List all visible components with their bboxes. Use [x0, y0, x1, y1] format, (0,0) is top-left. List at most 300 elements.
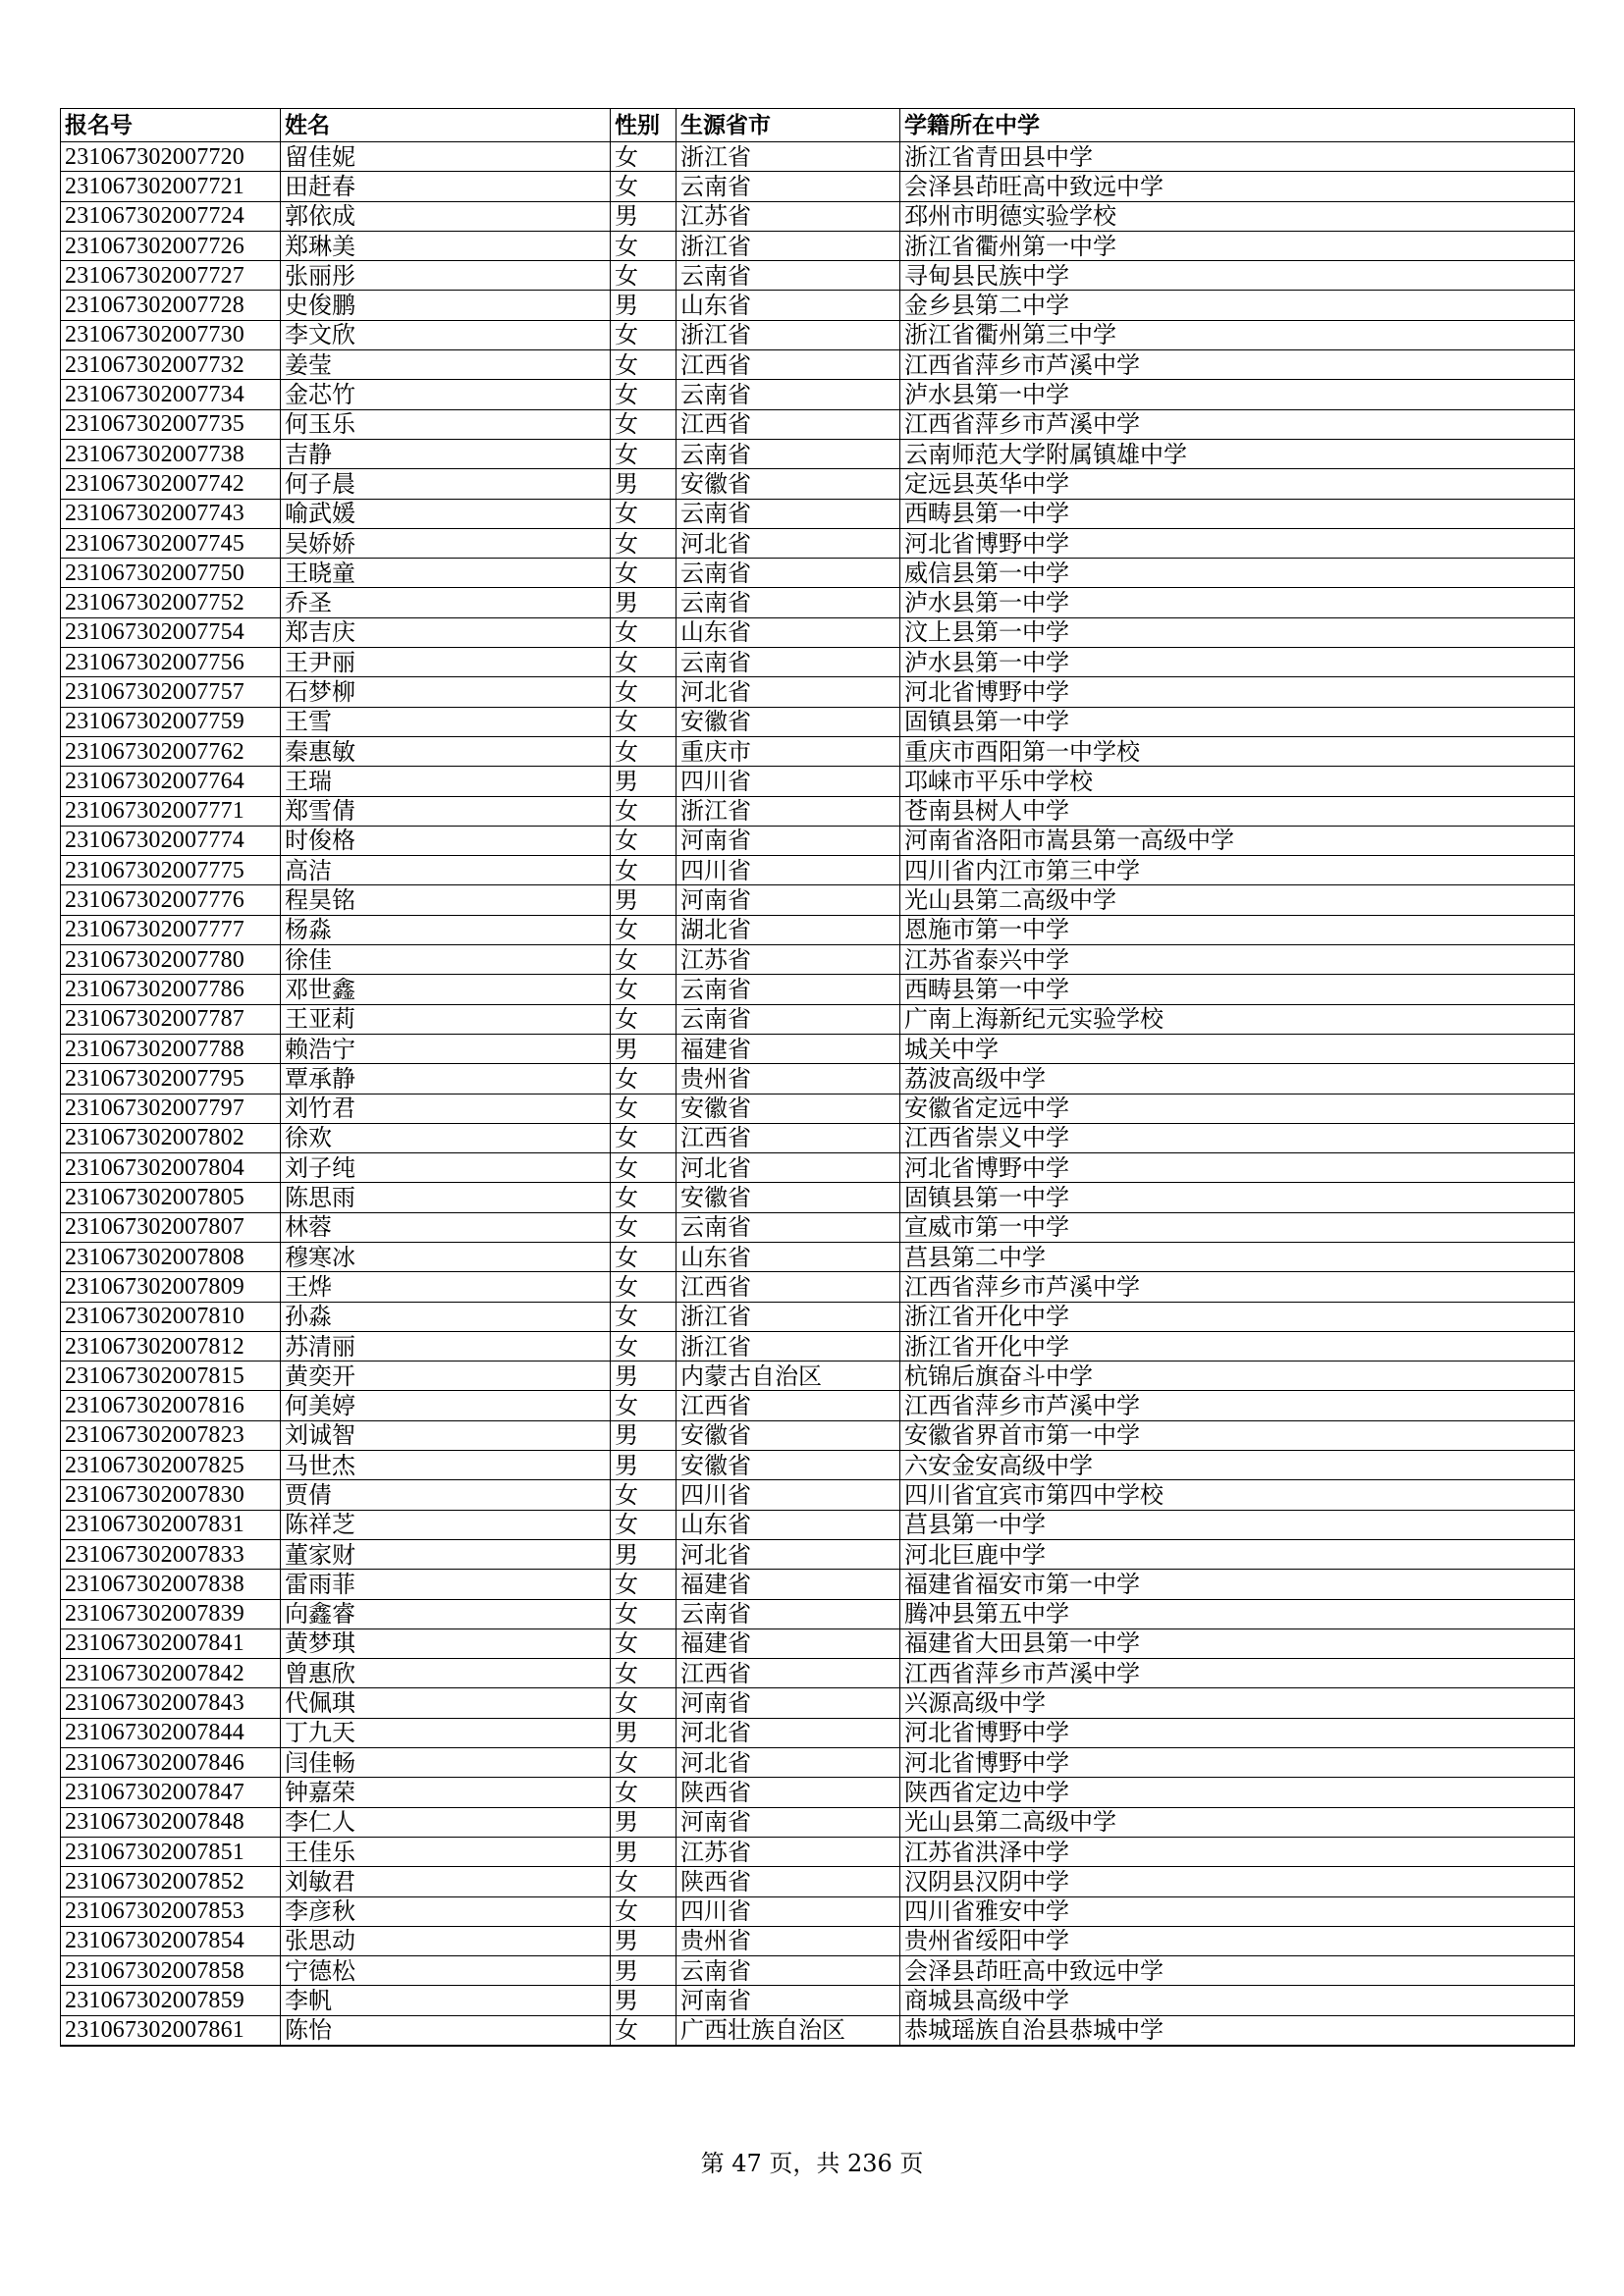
cell-high-school: 江苏省泰兴中学	[900, 945, 1575, 975]
cell-name: 穆寒冰	[281, 1242, 611, 1271]
cell-gender: 女	[611, 320, 677, 349]
cell-origin-province: 安徽省	[677, 469, 900, 499]
cell-registration-number: 231067302007780	[61, 945, 281, 975]
cell-registration-number: 231067302007756	[61, 648, 281, 677]
cell-high-school: 江西省萍乡市芦溪中学	[900, 350, 1575, 380]
cell-registration-number: 231067302007743	[61, 499, 281, 528]
cell-registration-number: 231067302007830	[61, 1480, 281, 1510]
cell-gender: 女	[611, 796, 677, 826]
cell-name: 向鑫睿	[281, 1599, 611, 1629]
cell-name: 曾惠欣	[281, 1659, 611, 1688]
cell-high-school: 汶上县第一中学	[900, 617, 1575, 647]
cell-origin-province: 四川省	[677, 767, 900, 796]
cell-name: 张思动	[281, 1926, 611, 1955]
table-row	[61, 231, 1575, 260]
cell-registration-number: 231067302007833	[61, 1539, 281, 1569]
cell-origin-province: 河北省	[677, 677, 900, 707]
table-row	[61, 975, 1575, 1004]
cell-name: 贾倩	[281, 1480, 611, 1510]
cell-gender: 女	[611, 1748, 677, 1778]
cell-registration-number: 231067302007852	[61, 1867, 281, 1896]
cell-name: 郭依成	[281, 201, 611, 231]
cell-name: 杨淼	[281, 915, 611, 944]
cell-name: 陈祥芝	[281, 1510, 611, 1539]
cell-gender: 女	[611, 945, 677, 975]
cell-high-school: 固镇县第一中学	[900, 1183, 1575, 1212]
table-row	[61, 1807, 1575, 1837]
cell-origin-province: 云南省	[677, 975, 900, 1004]
cell-origin-province: 云南省	[677, 588, 900, 617]
cell-gender: 女	[611, 1331, 677, 1361]
cell-registration-number: 231067302007735	[61, 409, 281, 439]
cell-high-school: 莒县第二中学	[900, 1242, 1575, 1271]
cell-name: 陈思雨	[281, 1183, 611, 1212]
cell-registration-number: 231067302007809	[61, 1272, 281, 1302]
cell-high-school: 江西省萍乡市芦溪中学	[900, 1272, 1575, 1302]
cell-gender: 女	[611, 1480, 677, 1510]
cell-name: 郑吉庆	[281, 617, 611, 647]
cell-origin-province: 浙江省	[677, 1331, 900, 1361]
table-row	[61, 439, 1575, 468]
cell-registration-number: 231067302007786	[61, 975, 281, 1004]
cell-gender: 女	[611, 1004, 677, 1034]
table-row	[61, 559, 1575, 588]
cell-high-school: 泸水县第一中学	[900, 380, 1575, 409]
table-row	[61, 945, 1575, 975]
cell-origin-province: 广西壮族自治区	[677, 2015, 900, 2046]
cell-registration-number: 231067302007848	[61, 1807, 281, 1837]
cell-name: 代佩琪	[281, 1688, 611, 1718]
cell-origin-province: 云南省	[677, 261, 900, 291]
table-row	[61, 1451, 1575, 1480]
cell-registration-number: 231067302007720	[61, 142, 281, 172]
cell-origin-province: 河南省	[677, 1807, 900, 1837]
cell-registration-number: 231067302007774	[61, 826, 281, 855]
cell-origin-province: 江西省	[677, 409, 900, 439]
cell-gender: 女	[611, 142, 677, 172]
cell-high-school: 六安金安高级中学	[900, 1451, 1575, 1480]
cell-gender: 女	[611, 409, 677, 439]
cell-high-school: 商城县高级中学	[900, 1986, 1575, 2015]
table-row	[61, 915, 1575, 944]
cell-origin-province: 内蒙古自治区	[677, 1362, 900, 1391]
cell-name: 徐佳	[281, 945, 611, 975]
cell-origin-province: 江苏省	[677, 1837, 900, 1866]
cell-high-school: 泸水县第一中学	[900, 648, 1575, 677]
cell-origin-province: 河南省	[677, 826, 900, 855]
table-header	[61, 109, 1575, 142]
cell-name: 王瑞	[281, 767, 611, 796]
cell-name: 喻武媛	[281, 499, 611, 528]
cell-high-school: 威信县第一中学	[900, 559, 1575, 588]
cell-origin-province: 河北省	[677, 528, 900, 558]
cell-gender: 女	[611, 1212, 677, 1242]
cell-name: 王尹丽	[281, 648, 611, 677]
table-row	[61, 1153, 1575, 1183]
cell-name: 覃承静	[281, 1064, 611, 1094]
cell-origin-province: 江西省	[677, 1659, 900, 1688]
cell-name: 钟嘉荣	[281, 1778, 611, 1807]
cell-gender: 男	[611, 469, 677, 499]
cell-origin-province: 云南省	[677, 1956, 900, 1986]
cell-high-school: 四川省内江市第三中学	[900, 856, 1575, 885]
cell-origin-province: 湖北省	[677, 915, 900, 944]
cell-high-school: 荔波高级中学	[900, 1064, 1575, 1094]
table-row	[61, 1688, 1575, 1718]
cell-name: 李文欣	[281, 320, 611, 349]
cell-gender: 女	[611, 1094, 677, 1123]
cell-registration-number: 231067302007808	[61, 1242, 281, 1271]
cell-registration-number: 231067302007854	[61, 1926, 281, 1955]
cell-gender: 女	[611, 1659, 677, 1688]
cell-origin-province: 江西省	[677, 1391, 900, 1420]
table-row	[61, 1480, 1575, 1510]
cell-registration-number: 231067302007802	[61, 1123, 281, 1152]
cell-registration-number: 231067302007730	[61, 320, 281, 349]
cell-high-school: 浙江省青田县中学	[900, 142, 1575, 172]
cell-name: 王佳乐	[281, 1837, 611, 1866]
cell-gender: 女	[611, 648, 677, 677]
cell-registration-number: 231067302007757	[61, 677, 281, 707]
cell-high-school: 泸水县第一中学	[900, 588, 1575, 617]
cell-high-school: 兴源高级中学	[900, 1688, 1575, 1718]
cell-name: 姜莹	[281, 350, 611, 380]
cell-origin-province: 安徽省	[677, 1183, 900, 1212]
cell-origin-province: 云南省	[677, 1599, 900, 1629]
cell-origin-province: 山东省	[677, 291, 900, 320]
table-row	[61, 201, 1575, 231]
table-row	[61, 320, 1575, 349]
cell-origin-province: 江西省	[677, 1123, 900, 1152]
table-row	[61, 2015, 1575, 2046]
cell-origin-province: 江西省	[677, 350, 900, 380]
cell-gender: 女	[611, 350, 677, 380]
cell-name: 时俊格	[281, 826, 611, 855]
cell-registration-number: 231067302007844	[61, 1718, 281, 1747]
cell-origin-province: 四川省	[677, 1896, 900, 1926]
cell-gender: 男	[611, 588, 677, 617]
cell-name: 黄梦琪	[281, 1629, 611, 1658]
cell-name: 何美婷	[281, 1391, 611, 1420]
cell-high-school: 会泽县茚旺高中致远中学	[900, 172, 1575, 201]
table-row	[61, 588, 1575, 617]
cell-registration-number: 231067302007858	[61, 1956, 281, 1986]
cell-registration-number: 231067302007750	[61, 559, 281, 588]
table-row	[61, 648, 1575, 677]
cell-high-school: 光山县第二高级中学	[900, 1807, 1575, 1837]
table-row	[61, 1629, 1575, 1658]
cell-gender: 男	[611, 1451, 677, 1480]
cell-registration-number: 231067302007846	[61, 1748, 281, 1778]
cell-name: 闫佳畅	[281, 1748, 611, 1778]
header-origin-province: 生源省市	[677, 109, 900, 142]
cell-high-school: 浙江省开化中学	[900, 1331, 1575, 1361]
cell-registration-number: 231067302007842	[61, 1659, 281, 1688]
cell-gender: 女	[611, 975, 677, 1004]
cell-name: 宁德松	[281, 1956, 611, 1986]
cell-gender: 女	[611, 1272, 677, 1302]
cell-high-school: 江西省萍乡市芦溪中学	[900, 1391, 1575, 1420]
cell-gender: 女	[611, 499, 677, 528]
cell-name: 林蓉	[281, 1212, 611, 1242]
cell-registration-number: 231067302007841	[61, 1629, 281, 1658]
table-row	[61, 1123, 1575, 1152]
cell-high-school: 浙江省开化中学	[900, 1302, 1575, 1331]
cell-high-school: 河北省博野中学	[900, 1748, 1575, 1778]
cell-high-school: 云南师范大学附属镇雄中学	[900, 439, 1575, 468]
cell-origin-province: 福建省	[677, 1570, 900, 1599]
cell-name: 高洁	[281, 856, 611, 885]
cell-high-school: 浙江省衢州第一中学	[900, 231, 1575, 260]
table-row	[61, 1242, 1575, 1271]
cell-name: 徐欢	[281, 1123, 611, 1152]
cell-name: 石梦柳	[281, 677, 611, 707]
table-row	[61, 528, 1575, 558]
student-table	[60, 108, 1575, 2047]
cell-origin-province: 浙江省	[677, 231, 900, 260]
table-row	[61, 1659, 1575, 1688]
cell-name: 吉静	[281, 439, 611, 468]
table-row	[61, 409, 1575, 439]
cell-gender: 男	[611, 201, 677, 231]
table-row	[61, 1391, 1575, 1420]
cell-name: 金芯竹	[281, 380, 611, 409]
cell-origin-province: 安徽省	[677, 1420, 900, 1450]
cell-registration-number: 231067302007775	[61, 856, 281, 885]
cell-origin-province: 河南省	[677, 1986, 900, 2015]
table-row	[61, 1896, 1575, 1926]
cell-gender: 女	[611, 231, 677, 260]
cell-high-school: 河北巨鹿中学	[900, 1539, 1575, 1569]
cell-high-school: 城关中学	[900, 1034, 1575, 1063]
cell-high-school: 四川省宜宾市第四中学校	[900, 1480, 1575, 1510]
table-row	[61, 1362, 1575, 1391]
cell-high-school: 固镇县第一中学	[900, 707, 1575, 736]
table-row	[61, 1778, 1575, 1807]
cell-high-school: 汉阴县汉阴中学	[900, 1867, 1575, 1896]
cell-gender: 女	[611, 677, 677, 707]
cell-high-school: 金乡县第二中学	[900, 291, 1575, 320]
cell-name: 孙淼	[281, 1302, 611, 1331]
cell-registration-number: 231067302007745	[61, 528, 281, 558]
cell-name: 王亚莉	[281, 1004, 611, 1034]
cell-high-school: 寻甸县民族中学	[900, 261, 1575, 291]
table-row	[61, 1570, 1575, 1599]
cell-high-school: 福建省大田县第一中学	[900, 1629, 1575, 1658]
cell-name: 李仁人	[281, 1807, 611, 1837]
table-row	[61, 380, 1575, 409]
cell-name: 丁九天	[281, 1718, 611, 1747]
page-number: 第 47 页，共 236 页	[700, 2150, 924, 2177]
cell-origin-province: 浙江省	[677, 142, 900, 172]
cell-registration-number: 231067302007724	[61, 201, 281, 231]
cell-gender: 女	[611, 1242, 677, 1271]
cell-gender: 女	[611, 559, 677, 588]
table-body	[61, 142, 1575, 2047]
cell-registration-number: 231067302007847	[61, 1778, 281, 1807]
cell-registration-number: 231067302007805	[61, 1183, 281, 1212]
cell-name: 刘诚智	[281, 1420, 611, 1450]
cell-origin-province: 云南省	[677, 380, 900, 409]
table-row	[61, 826, 1575, 855]
cell-registration-number: 231067302007815	[61, 1362, 281, 1391]
table-row	[61, 261, 1575, 291]
cell-gender: 男	[611, 1956, 677, 1986]
cell-name: 李帆	[281, 1986, 611, 2015]
cell-high-school: 苍南县树人中学	[900, 796, 1575, 826]
cell-name: 王晓童	[281, 559, 611, 588]
cell-origin-province: 云南省	[677, 499, 900, 528]
cell-high-school: 河北省博野中学	[900, 1153, 1575, 1183]
cell-origin-province: 江苏省	[677, 201, 900, 231]
cell-high-school: 邳州市明德实验学校	[900, 201, 1575, 231]
header-name: 姓名	[281, 109, 611, 142]
header-gender: 性别	[611, 109, 677, 142]
cell-high-school: 广南上海新纪元实验学校	[900, 1004, 1575, 1034]
cell-origin-province: 河北省	[677, 1718, 900, 1747]
table-row	[61, 1420, 1575, 1450]
cell-origin-province: 陕西省	[677, 1778, 900, 1807]
cell-name: 陈怡	[281, 2015, 611, 2046]
cell-gender: 女	[611, 1570, 677, 1599]
cell-gender: 男	[611, 1837, 677, 1866]
cell-name: 郑琳美	[281, 231, 611, 260]
cell-high-school: 邛崃市平乐中学校	[900, 767, 1575, 796]
cell-high-school: 河北省博野中学	[900, 528, 1575, 558]
cell-name: 董家财	[281, 1539, 611, 1569]
cell-registration-number: 231067302007777	[61, 915, 281, 944]
cell-origin-province: 河南省	[677, 1688, 900, 1718]
cell-registration-number: 231067302007839	[61, 1599, 281, 1629]
cell-registration-number: 231067302007776	[61, 885, 281, 915]
cell-name: 秦惠敏	[281, 736, 611, 766]
cell-gender: 女	[611, 172, 677, 201]
cell-name: 邓世鑫	[281, 975, 611, 1004]
cell-origin-province: 贵州省	[677, 1926, 900, 1955]
cell-registration-number: 231067302007771	[61, 796, 281, 826]
table-row	[61, 350, 1575, 380]
cell-registration-number: 231067302007788	[61, 1034, 281, 1063]
cell-registration-number: 231067302007816	[61, 1391, 281, 1420]
table-row	[61, 469, 1575, 499]
table-row	[61, 885, 1575, 915]
cell-name: 郑雪倩	[281, 796, 611, 826]
cell-origin-province: 山东省	[677, 617, 900, 647]
cell-registration-number: 231067302007721	[61, 172, 281, 201]
cell-gender: 女	[611, 2015, 677, 2046]
cell-high-school: 福建省福安市第一中学	[900, 1570, 1575, 1599]
cell-high-school: 杭锦后旗奋斗中学	[900, 1362, 1575, 1391]
cell-origin-province: 福建省	[677, 1629, 900, 1658]
cell-name: 史俊鹏	[281, 291, 611, 320]
cell-gender: 女	[611, 1896, 677, 1926]
cell-registration-number: 231067302007759	[61, 707, 281, 736]
table-row	[61, 1272, 1575, 1302]
cell-registration-number: 231067302007726	[61, 231, 281, 260]
cell-name: 田赶春	[281, 172, 611, 201]
cell-registration-number: 231067302007797	[61, 1094, 281, 1123]
table-row	[61, 1539, 1575, 1569]
table-row	[61, 499, 1575, 528]
cell-registration-number: 231067302007795	[61, 1064, 281, 1094]
cell-high-school: 腾冲县第五中学	[900, 1599, 1575, 1629]
cell-gender: 女	[611, 1629, 677, 1658]
table-row	[61, 172, 1575, 201]
cell-gender: 女	[611, 439, 677, 468]
header-high-school: 学籍所在中学	[900, 109, 1575, 142]
cell-registration-number: 231067302007732	[61, 350, 281, 380]
table-row	[61, 1837, 1575, 1866]
cell-gender: 女	[611, 1688, 677, 1718]
cell-name: 乔圣	[281, 588, 611, 617]
table-row	[61, 1302, 1575, 1331]
cell-registration-number: 231067302007727	[61, 261, 281, 291]
cell-gender: 女	[611, 736, 677, 766]
cell-registration-number: 231067302007825	[61, 1451, 281, 1480]
cell-registration-number: 231067302007734	[61, 380, 281, 409]
table-row	[61, 1183, 1575, 1212]
cell-registration-number: 231067302007804	[61, 1153, 281, 1183]
cell-origin-province: 福建省	[677, 1034, 900, 1063]
table-row	[61, 1926, 1575, 1955]
cell-high-school: 江苏省洪泽中学	[900, 1837, 1575, 1866]
cell-registration-number: 231067302007831	[61, 1510, 281, 1539]
cell-registration-number: 231067302007728	[61, 291, 281, 320]
cell-high-school: 会泽县茚旺高中致远中学	[900, 1956, 1575, 1986]
cell-name: 刘竹君	[281, 1094, 611, 1123]
cell-high-school: 浙江省衢州第三中学	[900, 320, 1575, 349]
cell-name: 黄奕开	[281, 1362, 611, 1391]
cell-origin-province: 河北省	[677, 1153, 900, 1183]
cell-gender: 女	[611, 1183, 677, 1212]
cell-registration-number: 231067302007742	[61, 469, 281, 499]
cell-high-school: 河南省洛阳市嵩县第一高级中学	[900, 826, 1575, 855]
cell-registration-number: 231067302007787	[61, 1004, 281, 1034]
cell-gender: 女	[611, 617, 677, 647]
cell-origin-province: 安徽省	[677, 707, 900, 736]
cell-gender: 男	[611, 291, 677, 320]
cell-registration-number: 231067302007762	[61, 736, 281, 766]
cell-origin-province: 云南省	[677, 559, 900, 588]
cell-gender: 男	[611, 1420, 677, 1450]
cell-origin-province: 云南省	[677, 1212, 900, 1242]
cell-name: 王烨	[281, 1272, 611, 1302]
cell-gender: 女	[611, 1778, 677, 1807]
table-row	[61, 796, 1575, 826]
cell-high-school: 宣威市第一中学	[900, 1212, 1575, 1242]
cell-name: 李彦秋	[281, 1896, 611, 1926]
table-row	[61, 1510, 1575, 1539]
cell-gender: 女	[611, 915, 677, 944]
cell-gender: 女	[611, 1064, 677, 1094]
cell-gender: 男	[611, 885, 677, 915]
cell-registration-number: 231067302007807	[61, 1212, 281, 1242]
table-row	[61, 1956, 1575, 1986]
table-row	[61, 856, 1575, 885]
cell-high-school: 河北省博野中学	[900, 1718, 1575, 1747]
cell-origin-province: 重庆市	[677, 736, 900, 766]
cell-origin-province: 河南省	[677, 885, 900, 915]
cell-gender: 女	[611, 380, 677, 409]
cell-gender: 女	[611, 1153, 677, 1183]
cell-origin-province: 浙江省	[677, 320, 900, 349]
cell-name: 吴娇娇	[281, 528, 611, 558]
cell-registration-number: 231067302007843	[61, 1688, 281, 1718]
cell-origin-province: 山东省	[677, 1510, 900, 1539]
cell-name: 刘敏君	[281, 1867, 611, 1896]
table-row	[61, 707, 1575, 736]
cell-high-school: 江西省崇义中学	[900, 1123, 1575, 1152]
